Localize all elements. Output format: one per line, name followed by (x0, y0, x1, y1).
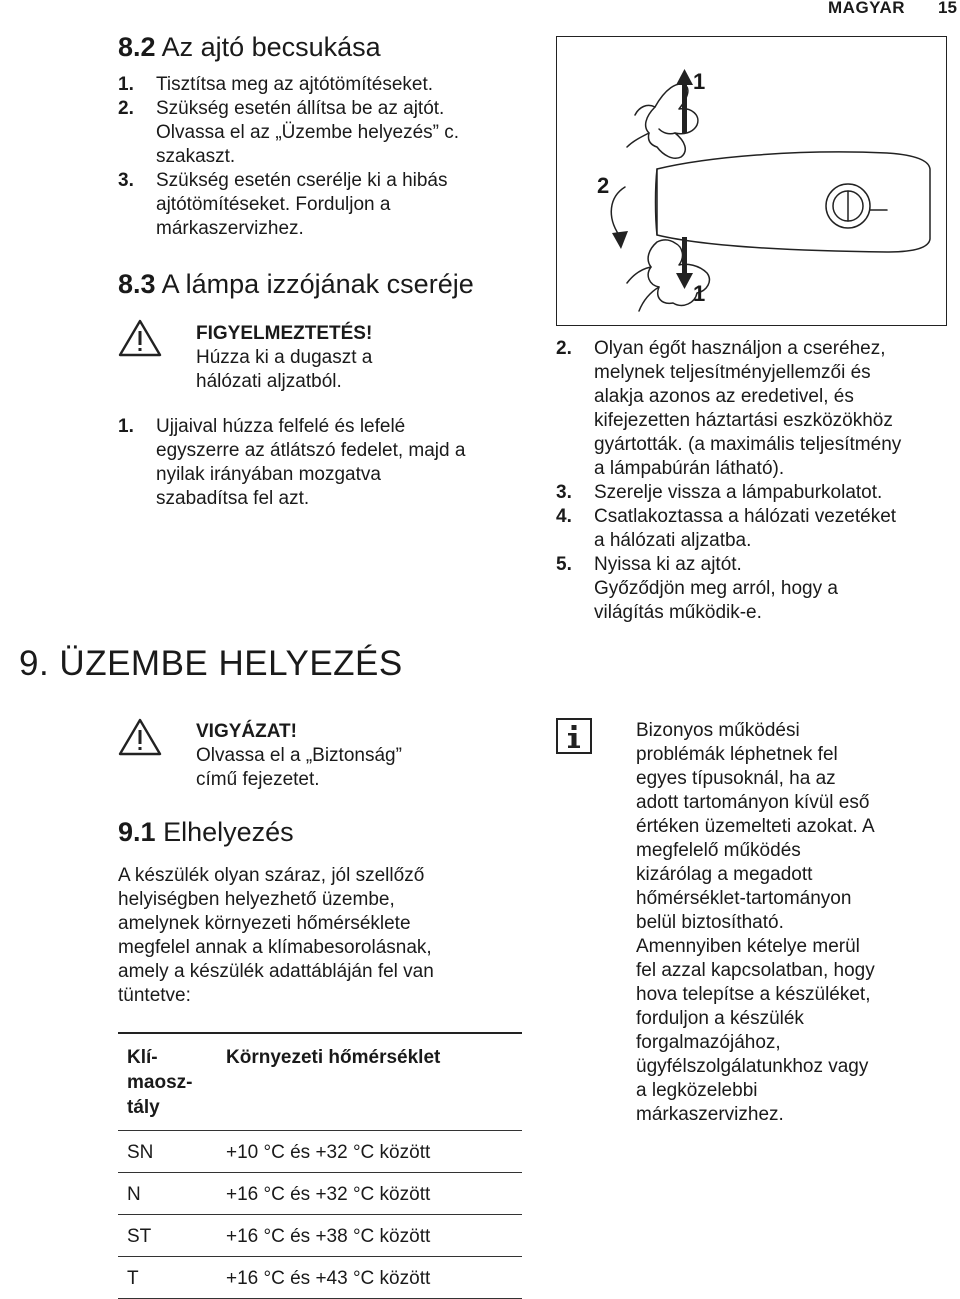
table-cell-range: +16 °C és +38 °C között (217, 1215, 522, 1257)
section-8-3-heading (118, 269, 474, 300)
lamp-cover-figure (556, 36, 947, 326)
figure-label-top: 1 (693, 69, 706, 94)
section-number: 9.1 (118, 817, 156, 847)
page-number: 15 (938, 0, 957, 17)
table-header-row (118, 1033, 522, 1131)
section-title: Az ajtó becsukása (161, 32, 381, 62)
figure-label-bottom: 1 (693, 281, 706, 306)
table-row (118, 1215, 522, 1257)
warning-text: hálózati aljzatból. (196, 371, 342, 392)
section-title: A lámpa izzójának cseréje (161, 269, 474, 299)
warning-text: Húzza ki a dugaszt a (196, 347, 373, 368)
caution-text: című fejezetet. (196, 769, 320, 790)
chapter-9-heading: 9. ÜZEMBE HELYEZÉS (19, 644, 403, 683)
table-cell-class: SN (118, 1131, 217, 1173)
lamp-cover-illustration (557, 37, 945, 324)
table-header-class: Klí- maosz- tály (118, 1033, 217, 1131)
warning-block (196, 322, 372, 394)
list-item: 2. Szükség esetén állítsa be az ajtót. Olvassa el az „Üzembe helyezés” c. szakaszt. (118, 98, 460, 167)
table-cell-range: +16 °C és +43 °C között (217, 1257, 522, 1299)
table-row (118, 1257, 522, 1299)
list-item: 5. Nyissa ki az ajtót. Győződjön meg arról, hogy a világítás működik-e. (556, 554, 838, 623)
warning-title: FIGYELMEZTETÉS! (196, 323, 373, 344)
table-cell-range: +16 °C és +32 °C között (217, 1173, 522, 1215)
list-item: 3. Szükség esetén cserélje ki a hibás ajtótömítéseket. Forduljon a márkaszervizhez. (118, 170, 448, 239)
list-item: 3. Szerelje vissza a lámpaburkolatot. (556, 482, 883, 503)
table-row (118, 1173, 522, 1215)
caution-text: Olvassa el a „Biztonság” (196, 745, 402, 766)
info-note: Bizonyos működési problémák léphetnek fel egyes típusoknál, ha az adott tartományon kívül eső értéken üzemelteti azokat. A megfelelő működés kizárólag a megadott hőmérséklet-tartományon belül biztosítható. Amennyiben kételye merül fel azzal kapcsolatban, hogy hova telepítse a készüléket, forduljon a készülék forgalmazójához, ügyfélszolgálatunkhoz vagy a legközelebbi márkaszervizhez. (636, 720, 875, 1125)
section-title: Elhelyezés (163, 817, 294, 847)
header-language: MAGYAR (828, 0, 905, 17)
section-8-2-heading (118, 32, 381, 63)
section-9-1-heading (118, 817, 294, 848)
table-cell-class: T (118, 1257, 217, 1299)
table-cell-range: +10 °C és +32 °C között (217, 1131, 522, 1173)
warning-icon (118, 318, 162, 358)
info-icon (556, 718, 592, 754)
section-9-1-paragraph: A készülék olyan száraz, jól szellőző helyiségben helyezhető üzembe, amelynek környezeti hőmérséklete megfelel annak a klímabesorolásnak, amely a készülék adattábláján fel van tüntetve: (118, 865, 434, 1006)
caution-title: VIGYÁZAT! (196, 721, 297, 742)
section-8-2-list (118, 73, 518, 241)
climate-class-table (118, 1032, 522, 1299)
list-item: 1. Ujjaival húzza felfelé és lefelé egyszerre az átlátszó fedelet, majd a nyilak irányában mozgatva szabadítsa fel azt. (118, 416, 466, 509)
caution-block (196, 720, 402, 792)
list-item: 2. Olyan égőt használjon a cseréhez, melynek teljesítményjellemzői és alakja azonos az eredetivel, és kifejezetten háztartási eszközökhöz gyártották. (a maximális teljesítmény a lámpabúrán látható). (556, 338, 902, 479)
section-number: 8.3 (118, 269, 156, 299)
section-8-3-list-continued (556, 337, 951, 625)
table-cell-class: N (118, 1173, 217, 1215)
caution-icon (118, 717, 162, 757)
table-row (118, 1131, 522, 1173)
table-header-temperature: Környezeti hőmérséklet (217, 1033, 522, 1131)
section-8-3-list (118, 415, 528, 511)
table-cell-class: ST (118, 1215, 217, 1257)
section-number: 8.2 (118, 32, 156, 62)
figure-label-left: 2 (597, 173, 610, 198)
list-item: 1. Tisztítsa meg az ajtótömítéseket. (118, 74, 434, 95)
list-item: 4. Csatlakoztassa a hálózati vezetéket a hálózati aljzatba. (556, 506, 897, 551)
